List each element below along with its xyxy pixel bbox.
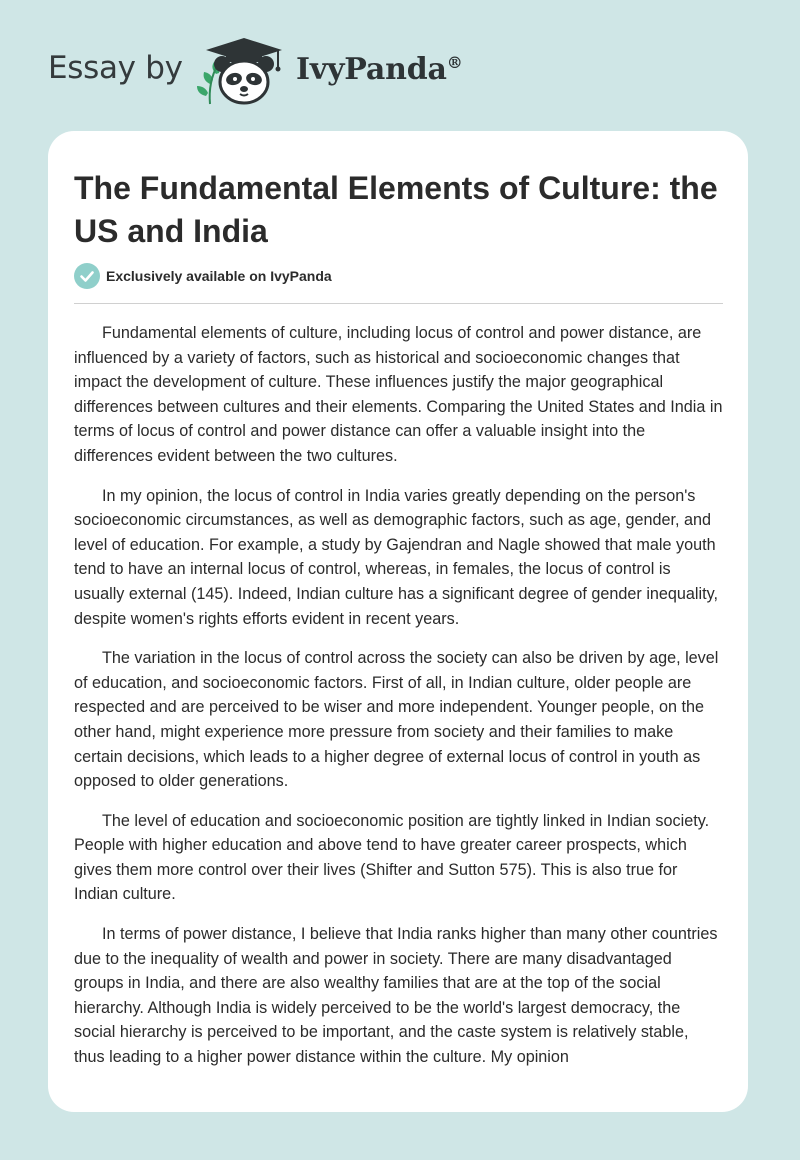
- essay-body: [74, 321, 723, 1085]
- ivypanda-wordmark[interactable]: [296, 52, 463, 87]
- site-header: [0, 0, 800, 130]
- paragraph: Fundamental elements of culture, including locus of control and power distance, are influenced by a variety of factors, such as historical and socioeconomic changes that impact the development of culture. These influences justify the major geographical differences between cultures and their elements. Comparing the United States and India in terms of locus of control and power distance can offer a valuable insight into the differences evident between the two cultures.: [74, 324, 723, 465]
- checkmark-icon: [74, 263, 100, 289]
- exclusive-badge-text: Exclusively available on IvyPanda: [106, 268, 332, 284]
- essay-title: The Fundamental Elements of Culture: the US and India: [74, 170, 718, 249]
- divider: [74, 303, 723, 304]
- paragraph: In my opinion, the locus of control in India varies greatly depending on the person's socioeconomic circumstances, as well as demographic factors, such as age, gender, and level of education. For example, a study by Gajendran and Nagle showed that male youth tend to have an internal locus of control, whereas, in females, the locus of control is usually external (145). Indeed, Indian culture has a significant degree of gender inequality, despite women's rights efforts evident in recent years.: [74, 486, 719, 628]
- essay-card: [48, 131, 748, 1112]
- exclusive-badge: [74, 263, 332, 289]
- paragraph: In terms of power distance, I believe that India ranks higher than many other countries due to the inequality of wealth and power in society. There are many disadvantaged groups in India, and there are also wealthy families that are at the top of the social hierarchy. Although India is widely perceived to be the world's largest democracy, the social hierarchy is perceived to be important, and the caste system is relatively stable, thus leading to a higher power distance within the culture. My opinion: [74, 925, 718, 1067]
- paragraph: The level of education and socioeconomic position are tightly linked in Indian society. People with higher education and above tend to have greater career prospects, which gives them more control over their lives (Shifter and Sutton 575). This is also true for Indian culture.: [74, 811, 710, 904]
- brand-name: IvyPanda: [296, 52, 447, 87]
- paragraph: The variation in the locus of control across the society can also be driven by age, level of education, and socioeconomic factors. First of all, in Indian culture, older people are respected and are perceived to be wiser and more independent. Younger people, on the other hand, might experience more pressure from society and their families to make certain decisions, which leads to a higher degree of external locus of control in youth as opposed to older generations.: [74, 649, 719, 791]
- registered-mark: ®: [446, 53, 463, 72]
- essay-by-label: Essay by: [48, 50, 183, 86]
- ivypanda-logo-icon[interactable]: [196, 34, 292, 106]
